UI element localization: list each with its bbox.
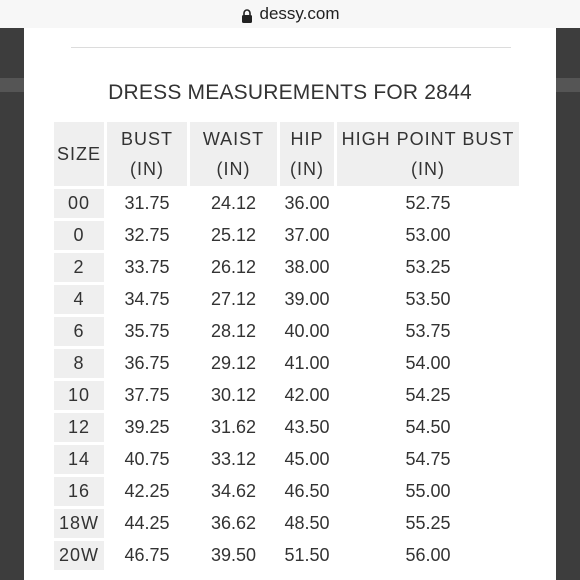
size-cell: 8 (54, 349, 104, 378)
page-content[interactable] (24, 28, 556, 580)
header-waist: WAIST (IN) (190, 122, 277, 186)
waist-cell: 39.50 (210, 545, 257, 565)
lock-icon (241, 8, 253, 22)
hip-cell: 45.00 (284, 449, 330, 469)
waist-cell: 30.12 (210, 385, 257, 405)
waist-cell: 34.62 (210, 481, 257, 501)
measurements-table (51, 119, 522, 573)
high-point-bust-cell: 52.75 (405, 193, 451, 213)
table-row (54, 189, 519, 218)
size-cell: 18W (54, 509, 104, 538)
table-row (54, 477, 519, 506)
waist-cell: 36.62 (210, 513, 257, 533)
table-row (54, 317, 519, 346)
waist-cell: 28.12 (210, 321, 257, 341)
bust-cell: 46.75 (124, 545, 170, 565)
waist-cell: 33.12 (210, 449, 257, 469)
size-cell: 00 (54, 189, 104, 218)
table-row (54, 221, 519, 250)
hip-cell: 48.50 (284, 513, 330, 533)
table-row (54, 509, 519, 538)
waist-cell: 26.12 (210, 257, 257, 277)
high-point-bust-cell: 54.50 (405, 417, 451, 437)
high-point-bust-cell: 54.75 (405, 449, 451, 469)
size-cell: 20W (54, 541, 104, 570)
high-point-bust-cell: 55.00 (405, 481, 451, 501)
high-point-bust-cell: 53.00 (405, 225, 451, 245)
bust-cell: 39.25 (124, 417, 170, 437)
high-point-bust-cell: 54.00 (405, 353, 451, 373)
table-row (54, 381, 519, 410)
hip-cell: 41.00 (284, 353, 330, 373)
high-point-bust-cell: 53.25 (405, 257, 451, 277)
hip-cell: 46.50 (284, 481, 330, 501)
waist-cell: 24.12 (210, 193, 257, 213)
bust-cell: 36.75 (124, 353, 170, 373)
header-hip: HIP (IN) (280, 122, 334, 186)
size-cell: 12 (54, 413, 104, 442)
header-high-point-bust: HIGH POINT BUST (IN) (337, 122, 519, 186)
waist-cell: 31.62 (210, 417, 257, 437)
bust-cell: 33.75 (124, 257, 170, 277)
table-row (54, 349, 519, 378)
size-cell: 4 (54, 285, 104, 314)
high-point-bust-cell: 54.25 (405, 385, 451, 405)
waist-cell: 25.12 (210, 225, 257, 245)
bust-cell: 42.25 (124, 481, 170, 501)
divider (71, 47, 511, 48)
address-bar[interactable] (0, 0, 580, 28)
bust-cell: 34.75 (124, 289, 170, 309)
waist-cell: 27.12 (210, 289, 257, 309)
page-title: DRESS MEASUREMENTS FOR 2844 (108, 81, 472, 104)
bust-cell: 37.75 (124, 385, 170, 405)
high-point-bust-cell: 53.50 (405, 289, 451, 309)
hip-cell: 37.00 (284, 225, 330, 245)
waist-cell: 29.12 (210, 353, 257, 373)
bust-cell: 31.75 (124, 193, 170, 213)
table-row (54, 413, 519, 442)
hip-cell: 40.00 (284, 321, 330, 341)
table-row (54, 253, 519, 282)
bust-cell: 32.75 (124, 225, 170, 245)
bust-cell: 40.75 (124, 449, 170, 469)
size-cell: 16 (54, 477, 104, 506)
high-point-bust-cell: 56.00 (405, 545, 451, 565)
url-text: dessy.com (259, 4, 340, 23)
high-point-bust-cell: 53.75 (405, 321, 451, 341)
table-row (54, 541, 519, 570)
table-row (54, 285, 519, 314)
header-size: SIZE (54, 122, 104, 186)
size-cell: 0 (54, 221, 104, 250)
bust-cell: 35.75 (124, 321, 170, 341)
high-point-bust-cell: 55.25 (405, 513, 451, 533)
size-cell: 6 (54, 317, 104, 346)
hip-cell: 39.00 (284, 289, 330, 309)
hip-cell: 51.50 (284, 545, 330, 565)
header-bust: BUST (IN) (107, 122, 187, 186)
bust-cell: 44.25 (124, 513, 170, 533)
hip-cell: 38.00 (284, 257, 330, 277)
size-cell: 10 (54, 381, 104, 410)
hip-cell: 42.00 (284, 385, 330, 405)
left-margin (0, 28, 24, 580)
size-cell: 2 (54, 253, 104, 282)
hip-cell: 43.50 (284, 417, 330, 437)
hip-cell: 36.00 (284, 193, 330, 213)
size-cell: 14 (54, 445, 104, 474)
header-row (54, 122, 519, 186)
right-margin (556, 28, 580, 580)
table-row (54, 445, 519, 474)
